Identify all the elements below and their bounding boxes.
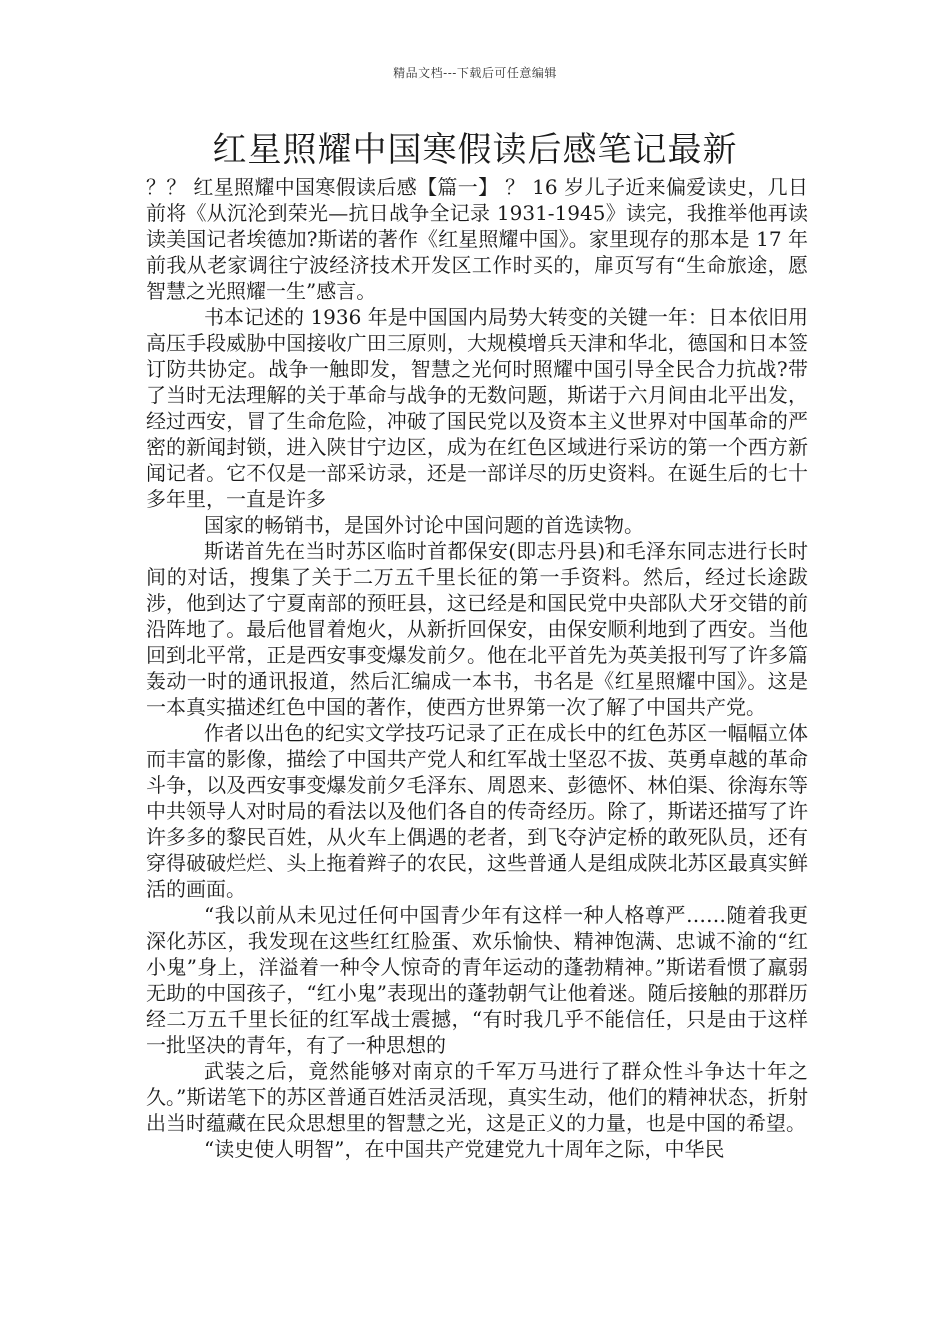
paragraph-7: 武装之后，竟然能够对南京的千军万马进行了群众性斗争达十年之久。”斯诺笔下的苏区普通百姓活灵活现，真实生动，他们的精神状态，折射出当时蕴藏在民众思想里的智慧之光，这是正义的力量，也是中国的希望。 xyxy=(146,1059,808,1135)
paragraph-8: “读史使人明智”，在中国共产党建党九十周年之际，中华民 xyxy=(204,1137,725,1161)
paragraph-5: 作者以出色的纪实文学技巧记录了正在成长中的红色苏区一幅幅立体而丰富的影像，描绘了中国共产党人和红军战士坚忍不拔、英勇卓越的革命斗争，以及西安事变爆发前夕毛泽东、周恩来、彭德怀、林伯渠、徐海东等中共领导人对时局的看法以及他们各自的传奇经历。除了，斯诺还描写了许许多多的黎民百姓，从火车上偶遇的老者，到飞夺泸定桥的敢死队员，还有穿得破破烂烂、头上拖着辫子的农民，这些普通人是组成陕北苏区最真实鲜活的画面。 xyxy=(146,721,808,901)
document-title: 红星照耀中国寒假读后感笔记最新 xyxy=(212,130,738,170)
page-header: 精品文档---下载后可任意编辑 xyxy=(393,66,557,80)
document-body xyxy=(146,174,808,1162)
paragraph-4: 斯诺首先在当时苏区临时首都保安(即志丹县)和毛泽东同志进行长时间的对话，搜集了关于二万五千里长征的第一手资料。然后，经过长途跋涉，他到达了宁夏南部的预旺县，这已经是和国民党中央部队犬牙交错的前沿阵地了。最后他冒着炮火，从新折回保安，由保安顺利地到了西安。当他回到北平常，正是西安事变爆发前夕。他在北平首先为英美报刊写了许多篇轰动一时的通讯报道，然后汇编成一本书，书名是《红星照耀中国》。这是一本真实描述红色中国的著作，使西方世界第一次了解了中国共产党。 xyxy=(146,539,808,719)
paragraph-6: “我以前从未见过任何中国青少年有这样一种人格尊严……随着我更深化苏区，我发现在这些红红脸蛋、欢乐愉快、精神饱满、忠诚不渝的“红小鬼”身上，洋溢着一种令人惊奇的青年运动的蓬勃精神。”斯诺看惯了羸弱无助的中国孩子，“红小鬼”表现出的蓬勃朝气让他着迷。随后接触的那群历经二万五千里长征的红军战士震撼，“有时我几乎不能信任，只是由于这样一批坚决的青年，有了一种思想的 xyxy=(146,903,808,1057)
paragraph-1: ？？ 红星照耀中国寒假读后感【篇一】 ？ 16 岁儿子近来偏爱读史，几日前将《从沉沦到荣光—抗日战争全记录 1931-1945》读完，我推举他再读读美国记者埃德加?斯诺的著作《红星照耀中国》。家里现存的那本是 17 年前我从老家调往宁波经济技术开发区工作时买的，扉页写有“生命旅途，愿智慧之光照耀一生”感言。 xyxy=(146,175,808,303)
paragraph-3: 国家的畅销书，是国外讨论中国问题的首选读物。 xyxy=(204,513,644,537)
paragraph-2: 书本记述的 1936 年是中国国内局势大转变的关键一年：日本依旧用高压手段威胁中国接收广田三原则，大规模增兵天津和华北，德国和日本签订防共协定。战争一触即发，智慧之光何时照耀中国引导全民合力抗战?带了当时无法理解的关于革命与战争的无数问题，斯诺于六月间由北平出发，经过西安，冒了生命危险，冲破了国民党以及资本主义世界对中国革命的严密的新闻封锁，进入陕甘宁边区，成为在红色区域进行采访的第一个西方新闻记者。它不仅是一部采访录，还是一部详尽的历史资料。在诞生后的七十多年里，一直是许多 xyxy=(146,305,808,511)
